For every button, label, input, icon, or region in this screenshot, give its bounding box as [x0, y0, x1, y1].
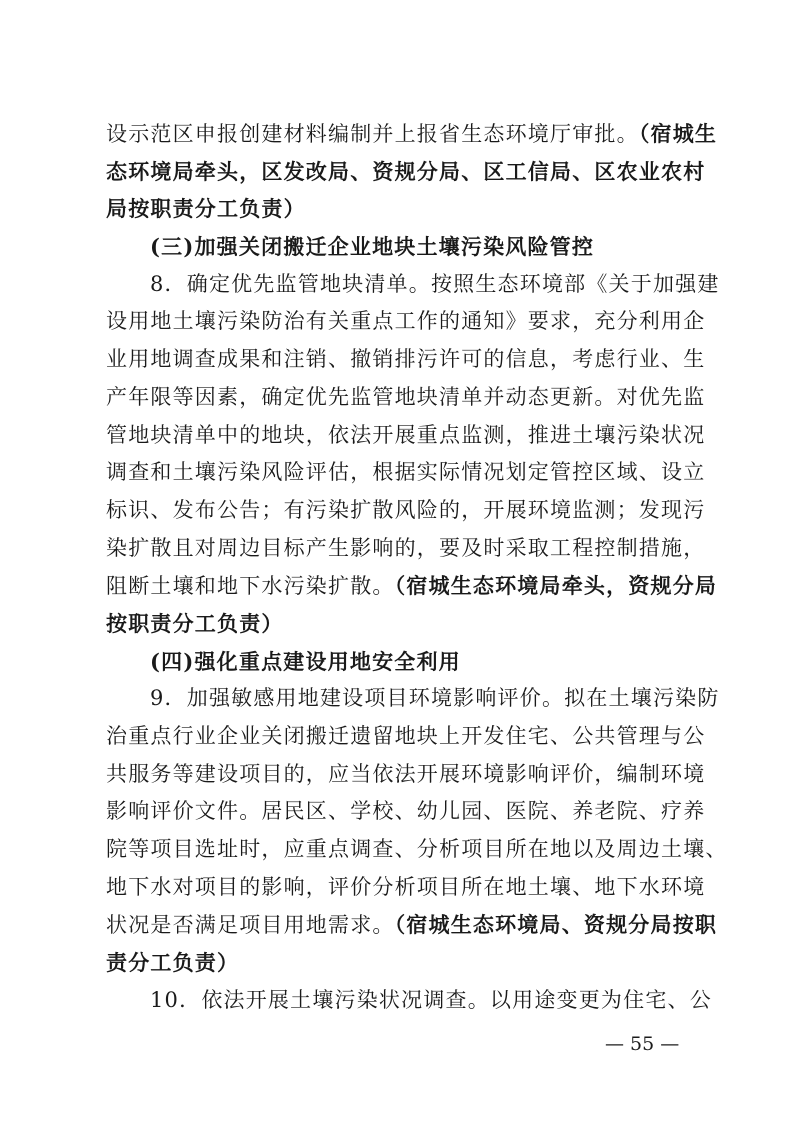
text-segment: 地下水对项目的影响，评价分析项目所在地土壤、地下水环境	[106, 874, 706, 899]
text-line	[106, 831, 728, 869]
text-line	[106, 718, 706, 756]
text-segment: 影响评价文件。居民区、学校、幼儿园、医院、养老院、疗养	[106, 799, 706, 824]
text-segment: 8．确定优先监管地块清单。按照生态环境部《关于加强建	[150, 271, 720, 296]
text-line	[106, 869, 706, 907]
page-number: — 55 —	[605, 1033, 680, 1055]
text-segment: 态环境局牵头，区发改局、资规分局、区工信局、区农业农村	[106, 158, 706, 184]
text-line	[106, 906, 718, 944]
text-line	[106, 680, 720, 718]
text-line	[106, 303, 706, 341]
text-line	[106, 756, 706, 794]
text-segment: （宿城生	[638, 121, 718, 146]
text-line	[106, 266, 720, 304]
text-segment: 局按职责分工负责）	[106, 196, 306, 222]
text-line	[106, 115, 718, 153]
text-segment: 调查和土壤污染风险评估，根据实际情况划定管控区域、设立	[106, 460, 706, 485]
text-line	[106, 605, 696, 643]
text-segment: 产年限等因素，确定优先监管地块清单并动态更新。对优先监	[106, 384, 706, 409]
text-line	[106, 492, 706, 530]
text-segment: 状况是否满足项目用地需求。	[106, 913, 395, 938]
text-segment: 责分工负责）	[106, 950, 240, 976]
text-line	[106, 379, 706, 417]
text-segment: （宿城生态环境局、资规分局按职	[394, 912, 718, 938]
text-segment: 设示范区申报创建材料编制并上报省生态环境厅审批。	[106, 122, 639, 146]
text-line	[106, 982, 712, 1020]
text-segment: 院等项目选址时，应重点调查、分析项目所在地以及周边土壤、	[106, 837, 728, 862]
text-segment: 业用地调查成果和注销、撤销排污许可的信息，考虑行业、生	[106, 347, 706, 372]
document-body	[106, 115, 728, 1020]
text-segment: 染扩散且对周边目标产生影响的，要及时采取工程控制措施，	[106, 535, 706, 560]
text-segment: 10．依法开展土壤污染状况调查。以用途变更为住宅、公	[150, 987, 712, 1012]
text-segment: 设用地土壤污染防治有关重点工作的通知》要求，充分利用企	[106, 309, 706, 334]
text-line	[106, 190, 696, 228]
text-line	[106, 228, 696, 266]
text-segment: (三)加强关闭搬迁企业地块土壤污染风险管控	[150, 234, 595, 260]
text-segment: 标识、发布公告；有污染扩散风险的，开展环境监测；发现污	[106, 497, 706, 522]
text-line	[106, 417, 706, 455]
text-line	[106, 793, 706, 831]
text-segment: 按职责分工负责）	[106, 610, 284, 636]
text-line	[106, 341, 706, 379]
text-segment: 阻断土壤和地下水污染扩散。	[106, 574, 395, 599]
text-segment: （宿城生态环境局牵头，资规分局	[394, 573, 718, 599]
text-segment: 共服务等建设项目的，应当依法开展环境影响评价，编制环境	[106, 761, 706, 786]
text-line	[106, 567, 718, 605]
text-segment: 9．加强敏感用地建设项目环境影响评价。拟在土壤污染防	[150, 686, 720, 711]
text-line	[106, 153, 706, 191]
text-line	[106, 454, 706, 492]
text-segment: (四)强化重点建设用地安全利用	[150, 648, 461, 674]
text-segment: 治重点行业企业关闭搬迁遗留地块上开发住宅、公共管理与公	[106, 724, 706, 748]
text-segment: 管地块清单中的地块，依法开展重点监测，推进土壤污染状况	[106, 422, 706, 447]
text-line	[106, 944, 696, 982]
text-line	[106, 643, 696, 681]
text-line	[106, 530, 706, 568]
